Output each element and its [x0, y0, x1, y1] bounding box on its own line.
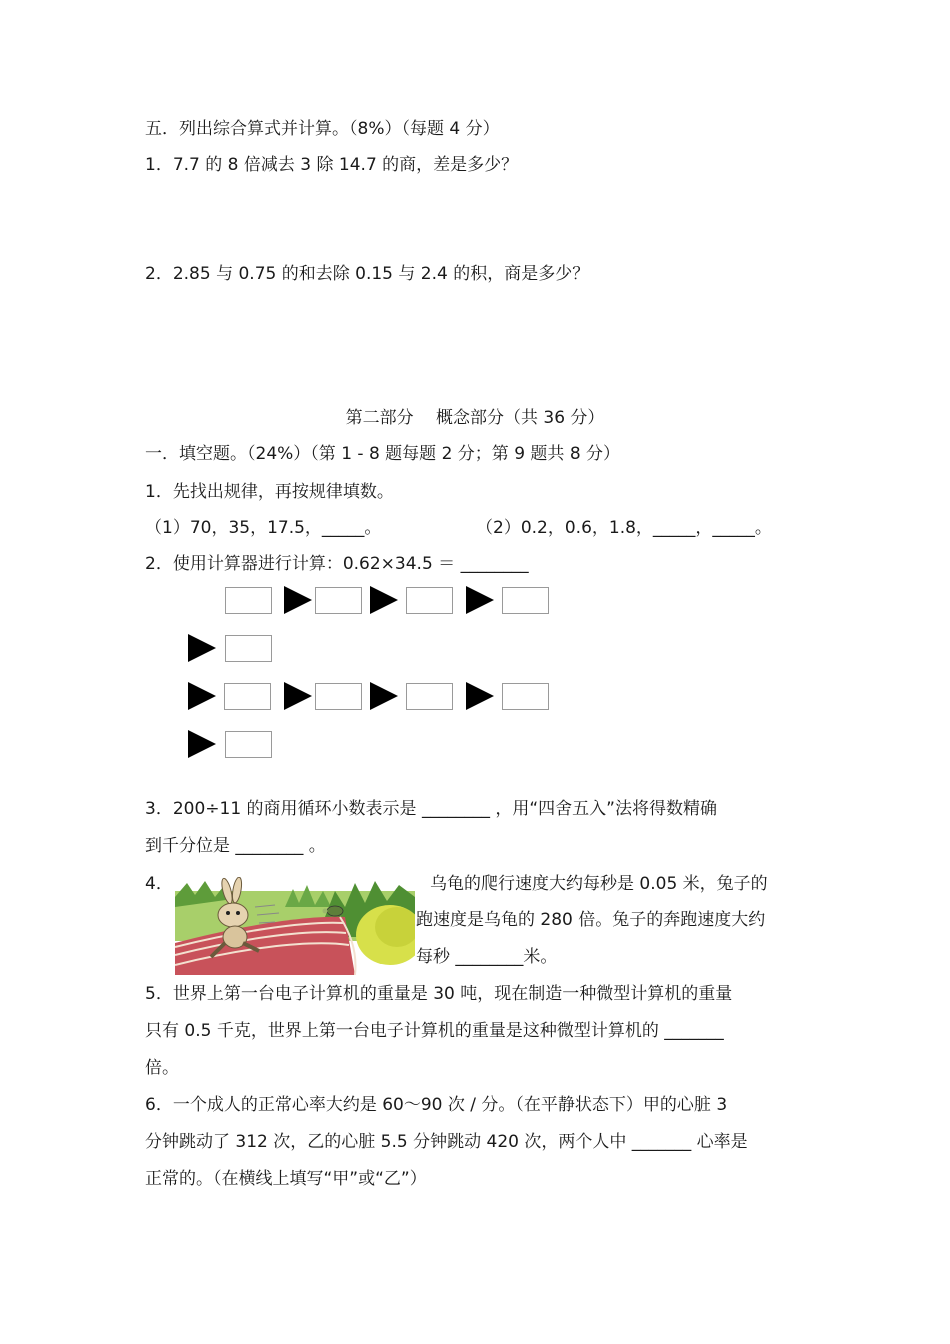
- question-2: 2．使用计算器进行计算：0.62×34.5 ＝ ________: [145, 554, 529, 574]
- calc-box[interactable]: [224, 683, 271, 710]
- question-4-number: 4．: [145, 874, 173, 894]
- question-1: 1．先找出规律，再按规律填数。: [145, 482, 394, 502]
- calc-box[interactable]: [502, 683, 549, 710]
- question-4-line-1: 乌龟的爬行速度大约每秒是 0.05 米，兔子的: [430, 874, 768, 894]
- section5-question-1: 1．7.7 的 8 倍减去 3 除 14.7 的商，差是多少？: [145, 155, 519, 175]
- question-5-line-2: 只有 0.5 千克，世界上第一台电子计算机的重量是这种微型计算机的 _______: [145, 1021, 724, 1041]
- calc-box[interactable]: [225, 731, 272, 758]
- arrow-right-icon: [466, 682, 494, 710]
- section5-question-2: 2．2.85 与 0.75 的和去除 0.15 与 2.4 的积，商是多少？: [145, 264, 590, 284]
- calc-box[interactable]: [225, 587, 272, 614]
- arrow-right-icon: [466, 586, 494, 614]
- section5-heading: 五．列出综合算式并计算。（8%）（每题 4 分）: [145, 119, 500, 139]
- question-6-line-3: 正常的。（在横线上填写“甲”或“乙”）: [145, 1169, 427, 1189]
- arrow-right-icon: [284, 586, 312, 614]
- question-6-line-1: 6．一个成人的正常心率大约是 60～90 次 / 分。（在平静状态下）甲的心脏 3: [145, 1095, 728, 1115]
- calc-box[interactable]: [315, 683, 362, 710]
- question-1b: （2）0.2，0.6，1.8，_____，_____。: [476, 518, 772, 538]
- question-3-line-1: 3．200÷11 的商用循环小数表示是 ________ ，用“四舍五入”法将得数精确: [145, 799, 717, 819]
- arrow-right-icon: [188, 682, 216, 710]
- calc-box[interactable]: [406, 683, 453, 710]
- section1-heading: 一．填空题。（24%）（第 1 - 8 题每题 2 分；第 9 题共 8 分）: [145, 444, 621, 464]
- arrow-right-icon: [284, 682, 312, 710]
- question-6-line-2: 分钟跳动了 312 次，乙的心脏 5.5 分钟跳动 420 次，两个人中 _______ 心率是: [145, 1132, 748, 1152]
- part2-title: 第二部分 概念部分（共 36 分）: [345, 408, 605, 428]
- question-5-line-3: 倍。: [145, 1058, 179, 1078]
- question-4-line-2: 跑速度是乌龟的 280 倍。兔子的奔跑速度大约: [416, 910, 766, 930]
- calc-box[interactable]: [225, 635, 272, 662]
- question-1a: （1）70，35，17.5，_____。: [145, 518, 382, 538]
- arrow-right-icon: [370, 586, 398, 614]
- calc-box[interactable]: [406, 587, 453, 614]
- arrow-right-icon: [188, 730, 216, 758]
- arrow-right-icon: [188, 634, 216, 662]
- question-4-line-3: 每秒 ________米。: [416, 947, 558, 967]
- calc-box[interactable]: [315, 587, 362, 614]
- rabbit-tortoise-race-illustration: [175, 877, 415, 975]
- question-5-line-1: 5．世界上第一台电子计算机的重量是 30 吨，现在制造一种微型计算机的重量: [145, 984, 733, 1004]
- arrow-right-icon: [370, 682, 398, 710]
- calc-box[interactable]: [502, 587, 549, 614]
- question-3-line-2: 到千分位是 ________ 。: [145, 836, 326, 856]
